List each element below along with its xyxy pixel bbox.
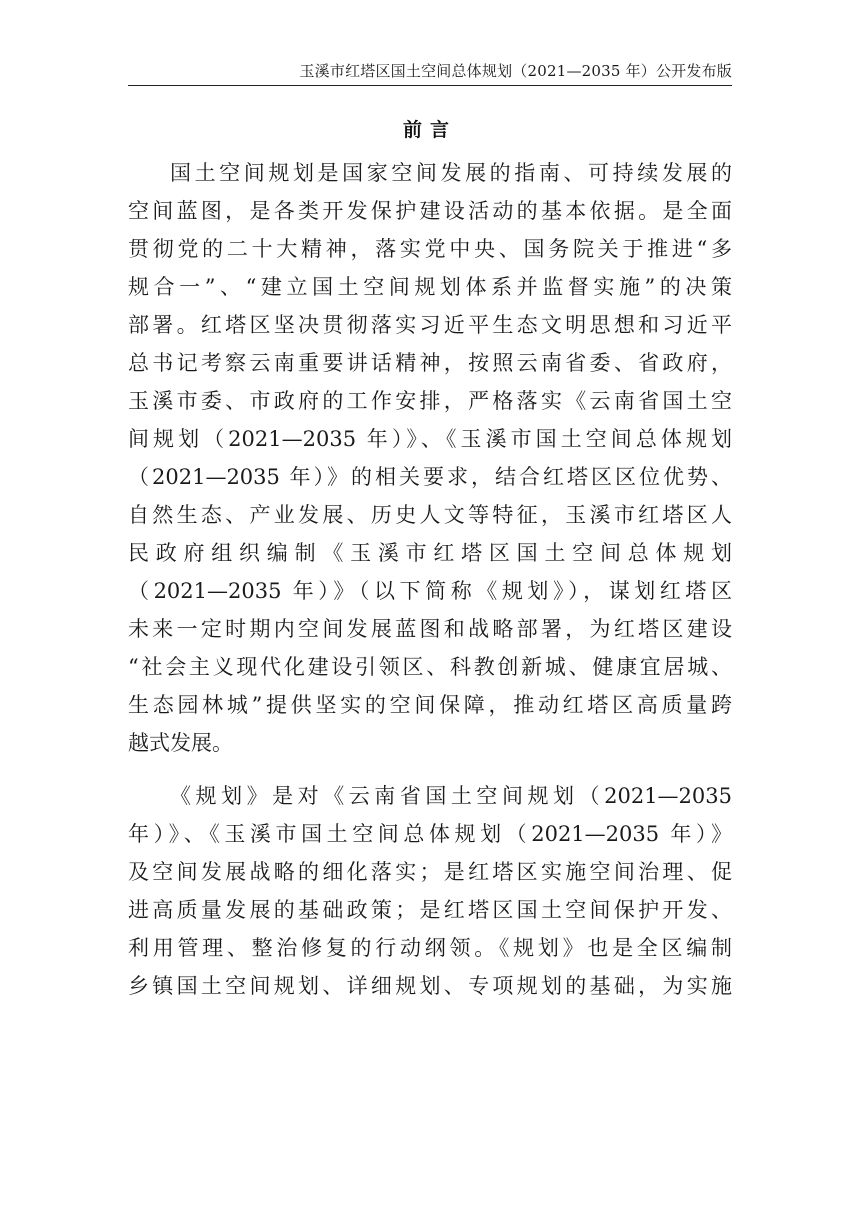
paragraph-gap	[128, 762, 732, 777]
paragraph-2-line-1: 《规划》是对《云南省国土空间规划（2021—2035	[170, 784, 732, 808]
paragraph-1-line-4: 规合一”、“建立国土空间规划体系并监督实施”的决策	[128, 275, 732, 299]
paragraph-2-line-5: 利用管理、整治修复的行动纲领。《规划》也是全区编制	[128, 936, 732, 960]
running-header: 玉溪市红塔区国土空间总体规划（2021—2035 年）公开发布版	[299, 62, 732, 80]
paragraph-1-line-10: 自然生态、产业发展、历史人文等特征，玉溪市红塔区人	[128, 503, 732, 527]
paragraph-1-line-5: 部署。红塔区坚决贯彻落实习近平生态文明思想和习近平	[128, 313, 732, 337]
paragraph-1-line-2: 空间蓝图，是各类开发保护建设活动的基本依据。是全面	[128, 199, 732, 223]
paragraph-1-line-1: 国土空间规划是国家空间发展的指南、可持续发展的	[170, 161, 732, 185]
body-text	[128, 154, 732, 1005]
paragraph-2-line-6: 乡镇国土空间规划、详细规划、专项规划的基础，为实施	[128, 974, 732, 998]
paragraph-2-line-2: 年）》、《玉溪市国土空间总体规划（2021—2035 年）》	[128, 822, 732, 846]
header-rule	[128, 85, 732, 86]
paragraph-1-line-9: （2021—2035 年）》的相关要求，结合红塔区区位优势、	[128, 465, 732, 489]
paragraph-1-line-13: 未来一定时期内空间发展蓝图和战略部署，为红塔区建设	[128, 617, 732, 641]
paragraph-1-line-3: 贯彻党的二十大精神，落实党中央、国务院关于推进“多	[128, 237, 732, 261]
paragraph-1-line-11: 民政府组织编制《玉溪市红塔区国土空间总体规划	[128, 541, 732, 565]
paragraph-1-line-7: 玉溪市委、市政府的工作安排，严格落实《云南省国土空	[128, 389, 732, 413]
paragraph-1-line-12: （2021—2035 年）》（以下简称《规划》），谋划红塔区	[128, 579, 732, 603]
paragraph-1-line-14: “社会主义现代化建设引领区、科教创新城、健康宜居城、	[128, 655, 732, 679]
paragraph-2-line-4: 进高质量发展的基础政策；是红塔区国土空间保护开发、	[128, 898, 732, 922]
paragraph-1-line-15: 生态园林城”提供坚实的空间保障，推动红塔区高质量跨	[128, 693, 732, 717]
paragraph-2-line-3: 及空间发展战略的细化落实；是红塔区实施空间治理、促	[128, 860, 732, 884]
paragraph-1-line-6: 总书记考察云南重要讲话精神，按照云南省委、省政府，	[128, 351, 732, 375]
paragraph-1-line-8: 间规划（2021—2035 年）》、《玉溪市国土空间总体规划	[128, 427, 732, 451]
section-title: 前言	[402, 119, 457, 141]
paragraph-1-line-16: 越式发展。	[128, 731, 233, 755]
